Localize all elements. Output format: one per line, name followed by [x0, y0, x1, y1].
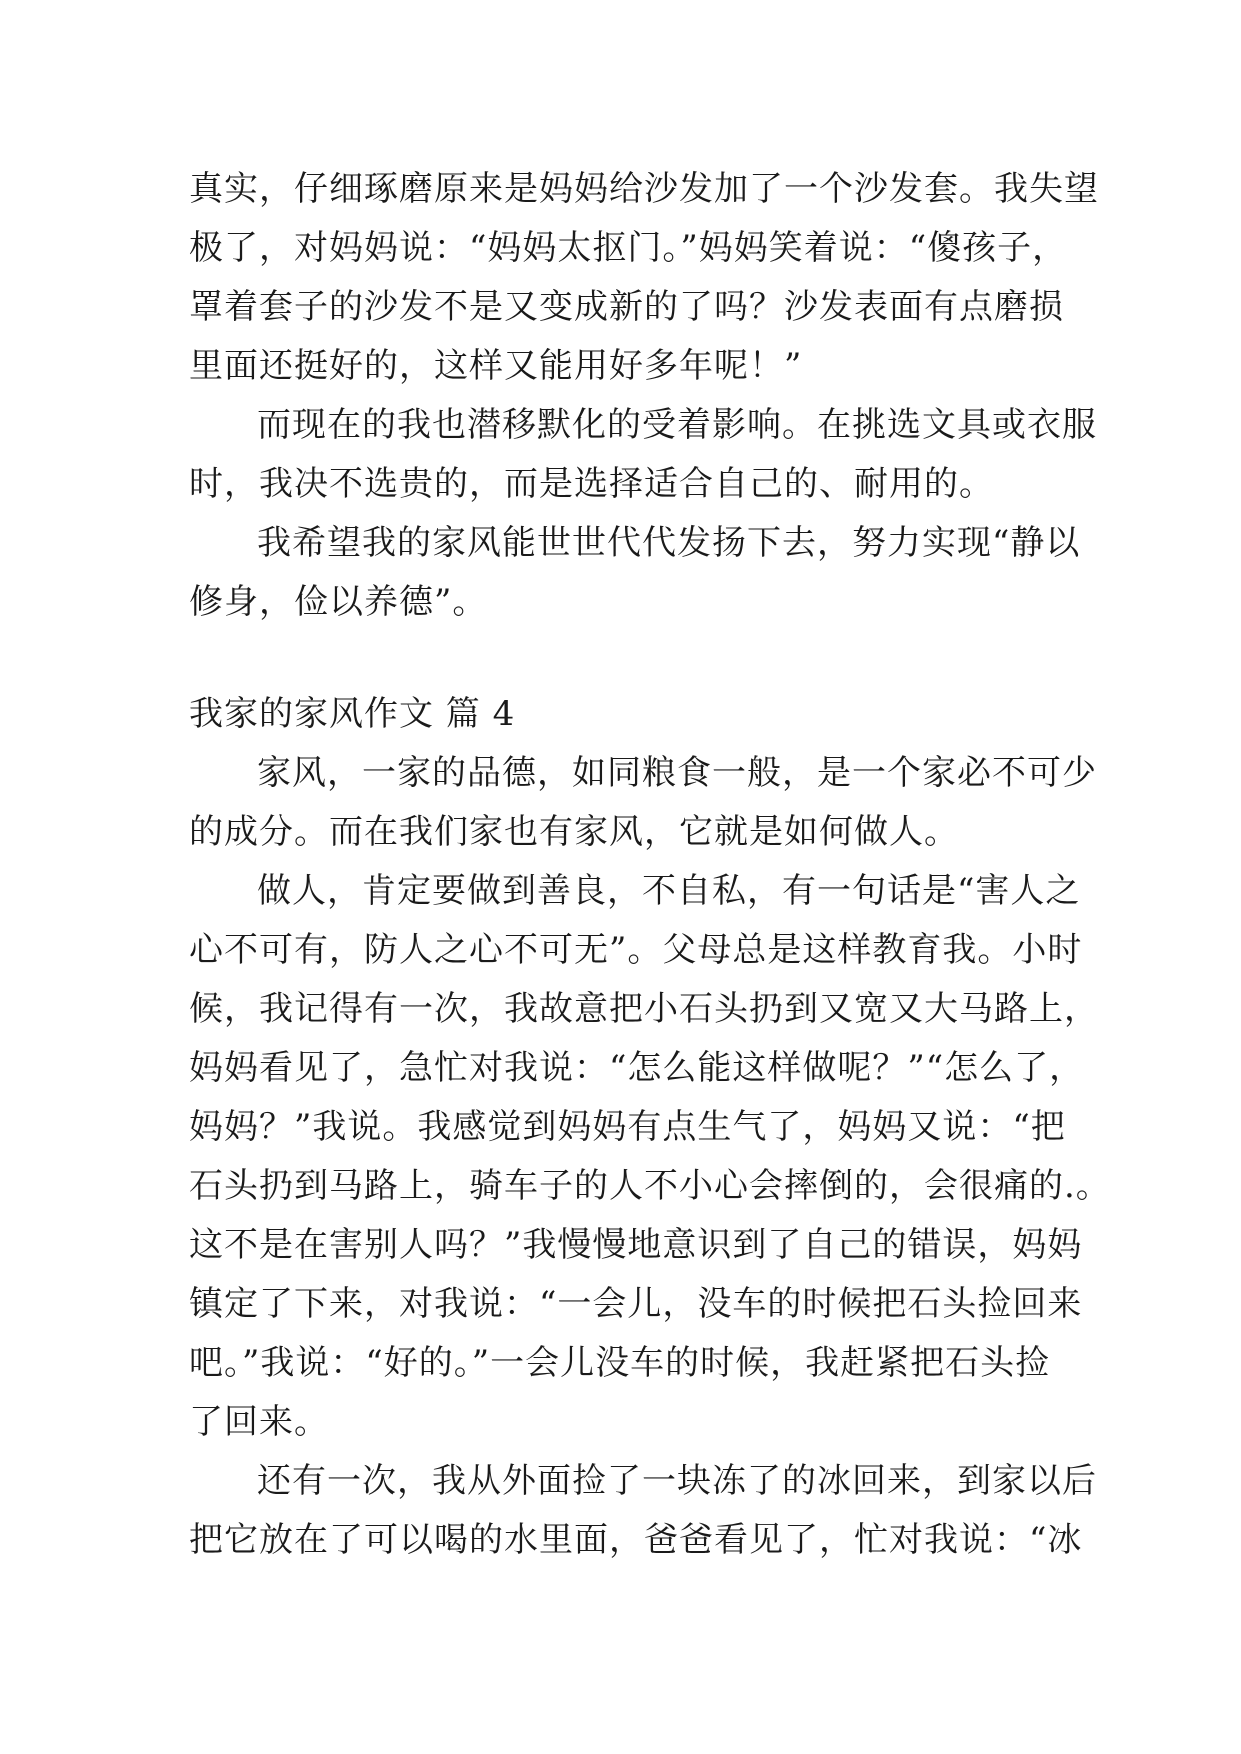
text-line: 家风，一家的品德，如同粮食一般，是一个家必不可少: [257, 753, 1097, 793]
text-line: 这不是在害别人吗？”我慢慢地意识到了自己的错误，妈妈: [189, 1225, 1083, 1265]
text-line: 候，我记得有一次，我故意把小石头扔到又宽又大马路上，: [189, 989, 1099, 1029]
paragraph-family-hope: [189, 514, 1081, 632]
text-line: 妈妈？”我说。我感觉到妈妈有点生气了，妈妈又说：“把: [189, 1107, 1066, 1147]
text-line: 妈妈看见了，急忙对我说：“怎么能这样做呢？”“怎么了，: [189, 1048, 1085, 1088]
text-line: 还有一次，我从外面捡了一块冻了的冰回来，到家以后: [257, 1461, 1097, 1501]
text-line: 我希望我的家风能世世代代发扬下去，努力实现“静以: [257, 523, 1081, 563]
text-line: 时，我决不选贵的，而是选择适合自己的、耐用的。: [189, 464, 994, 504]
paragraph-frugal-choices: [189, 396, 1097, 514]
text-line: 做人，肯定要做到善良，不自私，有一句话是“害人之: [257, 871, 1081, 911]
text-line: 真实，仔细琢磨原来是妈妈给沙发加了一个沙发套。我失望: [189, 169, 1099, 209]
text-line: 罩着套子的沙发不是又变成新的了吗？沙发表面有点磨损: [189, 287, 1064, 327]
text-line: 修身，俭以养德”。: [189, 582, 488, 622]
text-line: 镇定了下来，对我说：“一会儿，没车的时候把石头捡回来: [189, 1284, 1083, 1324]
text-line: 了回来。: [189, 1402, 329, 1442]
text-line: 石头扔到马路上，骑车子的人不小心会摔倒的，会很痛的.。: [189, 1166, 1111, 1206]
section-paragraph-ice-story: [189, 1452, 1097, 1570]
text-line: 心不可有，防人之心不可无”。父母总是这样教育我。小时: [189, 930, 1083, 970]
text-line: 把它放在了可以喝的水里面，爸爸看见了，忙对我说：“冰: [189, 1520, 1083, 1560]
text-line: 的成分。而在我们家也有家风，它就是如何做人。: [189, 812, 959, 852]
text-line: 而现在的我也潜移默化的受着影响。在挑选文具或衣服: [257, 405, 1097, 445]
section-paragraph-intro: [189, 744, 1097, 862]
continuation-paragraph: [189, 160, 1099, 396]
section-heading: 我家的家风作文 篇 4: [189, 694, 516, 734]
section-paragraph-stone-story: [189, 862, 1111, 1452]
text-line: 吧。”我说：“好的。”一会儿没车的时候，我赶紧把石头捡: [189, 1343, 1051, 1383]
text-line: 极了，对妈妈说：“妈妈太抠门。”妈妈笑着说：“傻孩子，: [189, 228, 1068, 268]
text-line: 里面还挺好的，这样又能用好多年呢！”: [189, 346, 803, 386]
